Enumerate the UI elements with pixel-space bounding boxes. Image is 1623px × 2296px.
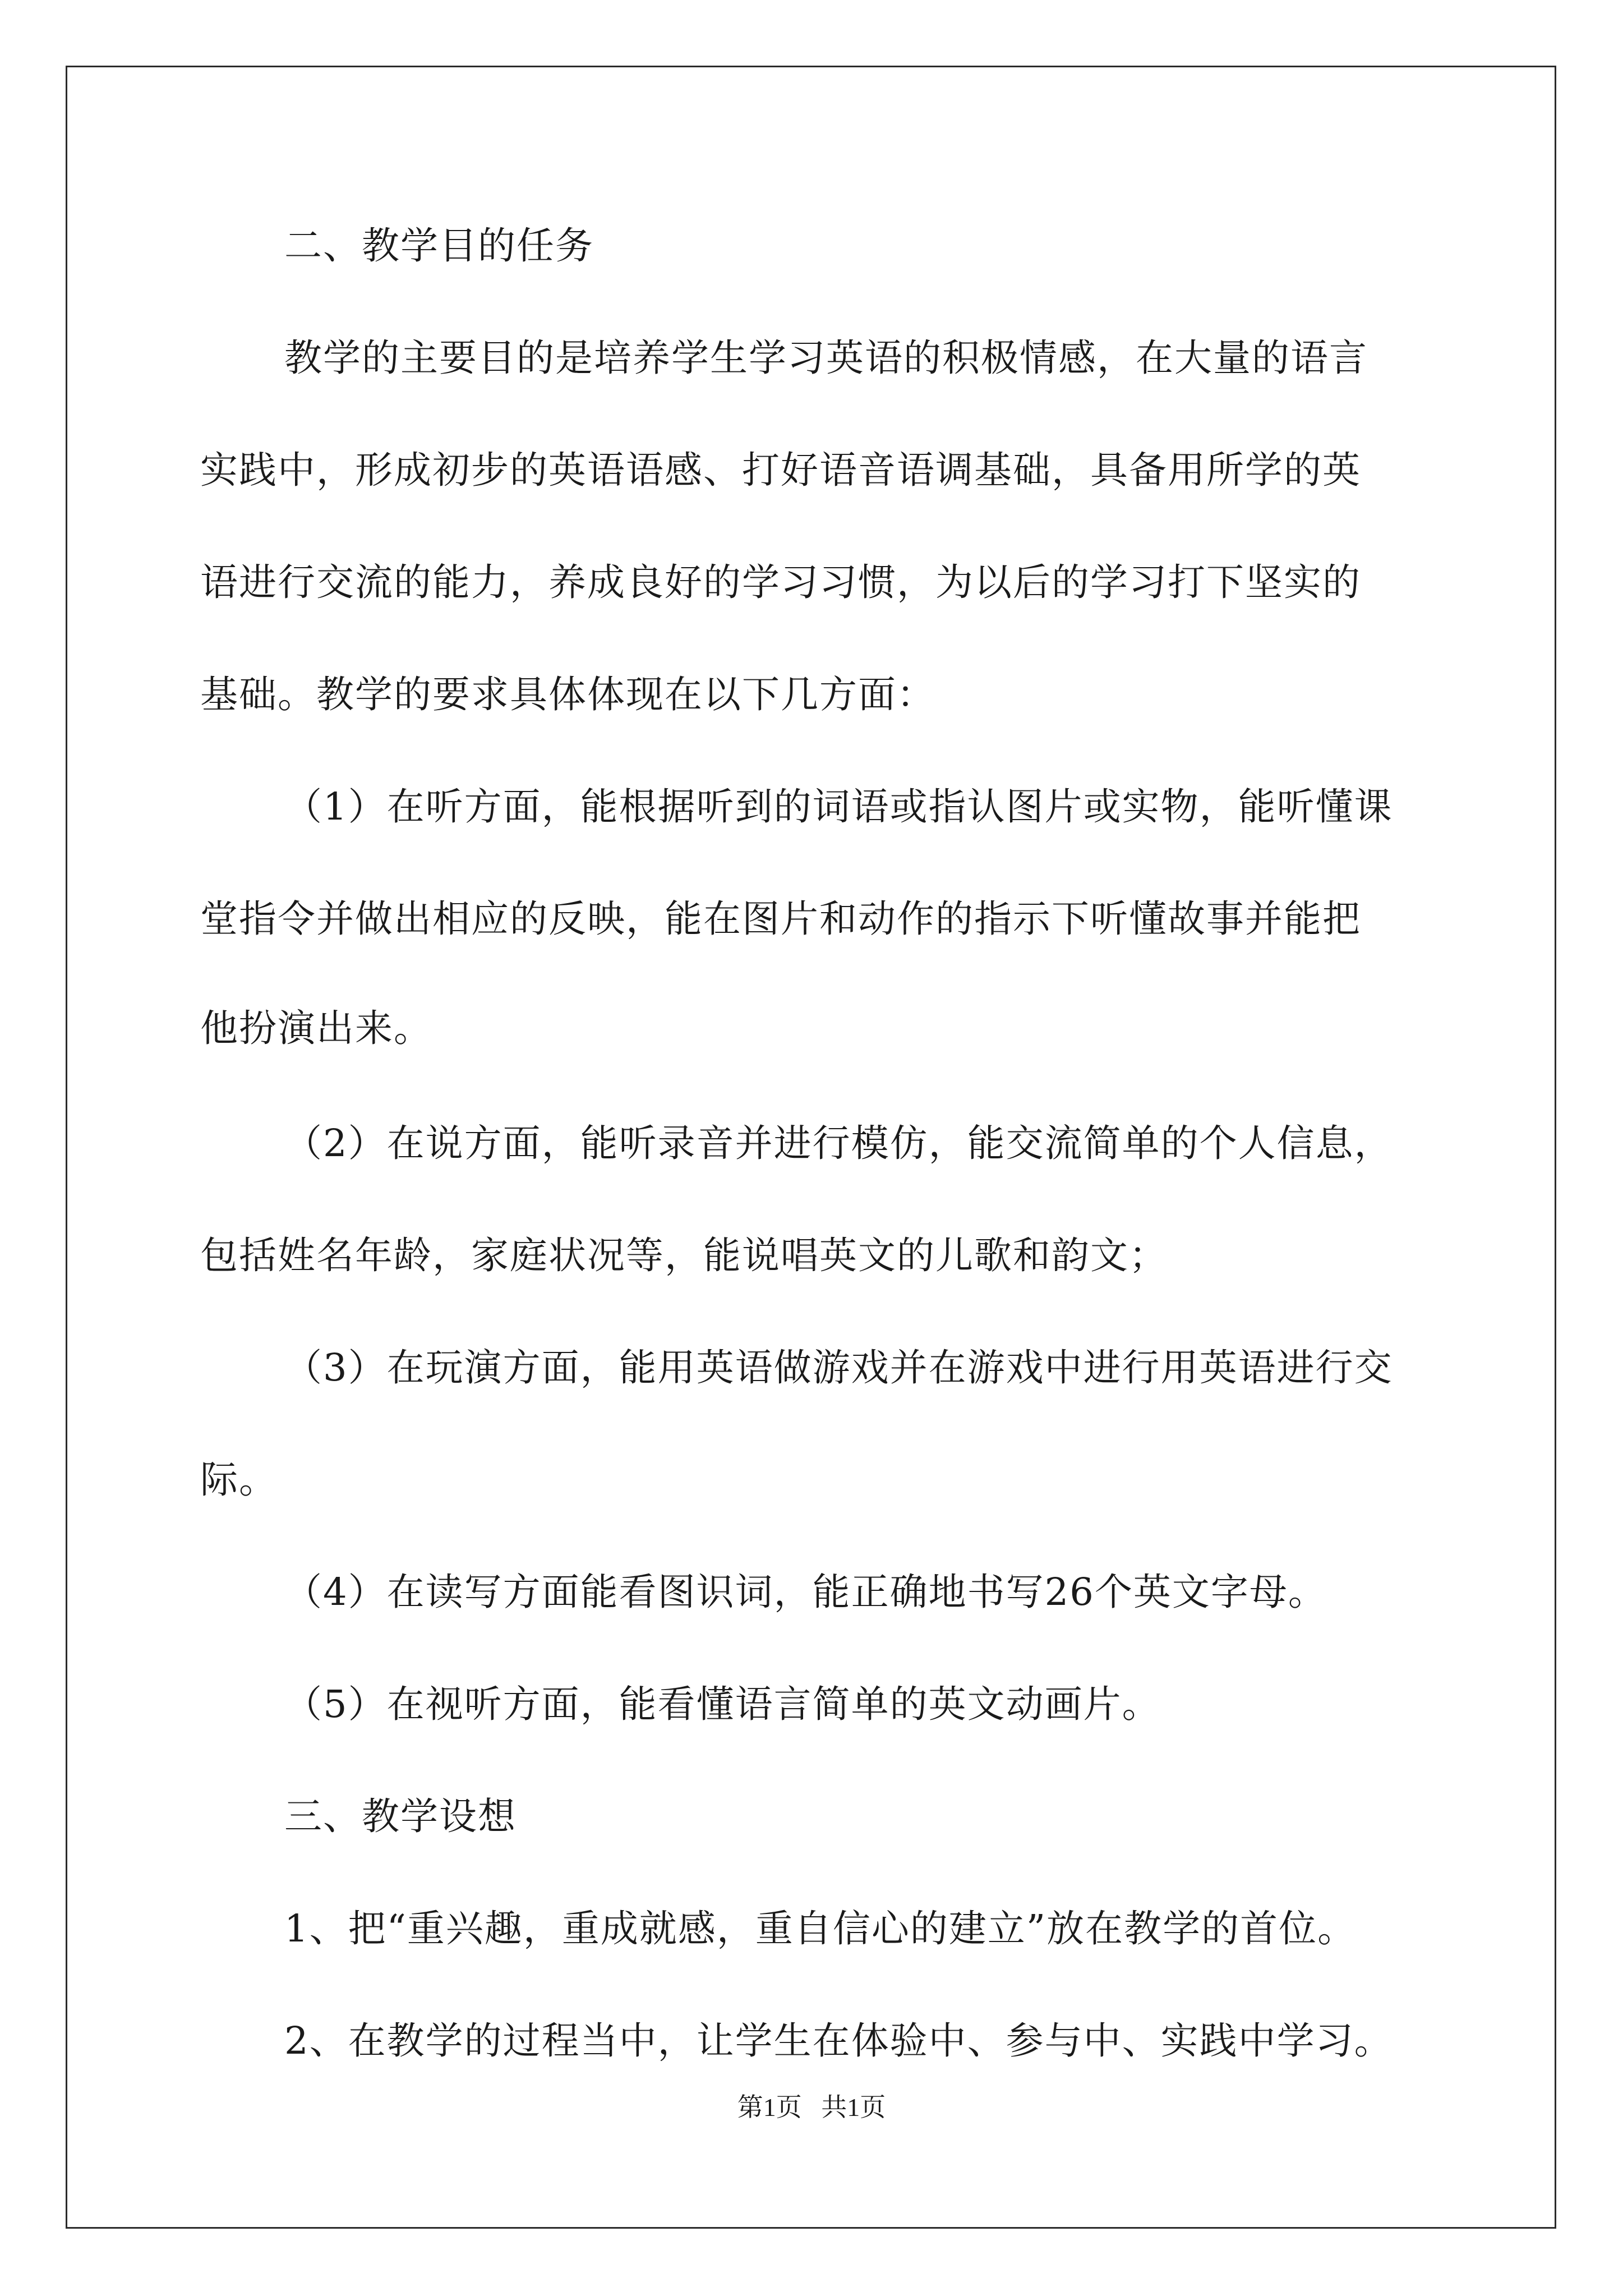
paragraph-line: 2、在教学的过程当中，让学生在体验中、参与中、实践中学习。 [284,2019,1393,2063]
paragraph-line: 教学的主要目的是培养学生学习英语的积极情感，在大量的语言 [284,336,1368,380]
paragraph-line: （2）在说方面，能听录音并进行模仿，能交流简单的个人信息， [284,1121,1393,1165]
section-heading: 二、教学目的任务 [284,224,594,268]
section-heading: 三、教学设想 [284,1795,517,1838]
page-total: 共1页 [821,2093,886,2122]
paragraph-line: 1、把“重兴趣，重成就感，重自信心的建立”放在教学的首位。 [284,1907,1357,1950]
paragraph-line: （4）在读写方面能看图识词，能正确地书写26个英文字母。 [284,1570,1327,1614]
paragraph-line: 包括姓名年龄，家庭状况等，能说唱英文的儿歌和韵文； [200,1234,1168,1277]
paragraph-line: 堂指令并做出相应的反映，能在图片和动作的指示下听懂故事并能把 [200,897,1361,941]
paragraph-line: 语进行交流的能力，养成良好的学习习惯，为以后的学习打下坚实的 [200,560,1361,604]
page-footer [0,2087,1623,2124]
paragraph-line: 基础。教学的要求具体体现在以下几方面： [200,673,935,716]
paragraph-line: 际。 [200,1458,278,1502]
page-number: 第1页 [737,2093,802,2122]
paragraph-line: 他扮演出来。 [200,1006,432,1050]
paragraph-line: （1）在听方面，能根据听到的词语或指认图片或实物，能听懂课 [284,785,1393,829]
paragraph-line: （5）在视听方面，能看懂语言简单的英文动画片。 [284,1682,1161,1726]
paragraph-line: （3）在玩演方面，能用英语做游戏并在游戏中进行用英语进行交 [284,1346,1393,1389]
paragraph-line: 实践中，形成初步的英语语感、打好语音语调基础，具备用所学的英 [200,448,1361,492]
